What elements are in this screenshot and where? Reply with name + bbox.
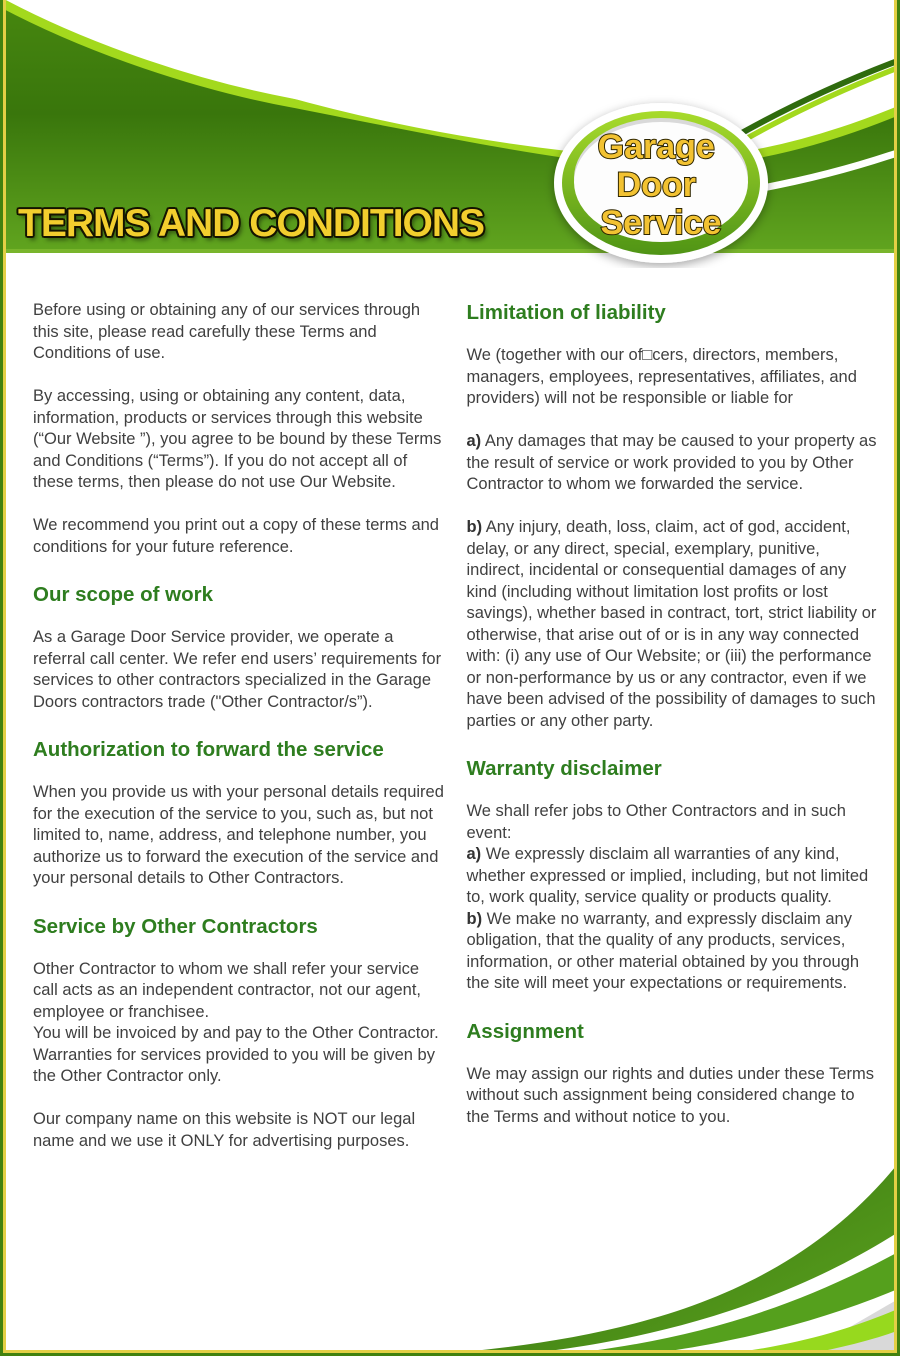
paragraph-intro-3: We recommend you print out a copy of these terms and conditions for your future reference. <box>33 516 439 556</box>
paragraph-company-name: Our company name on this website is NOT our legal name and we use it ONLY for advertising purposes. <box>33 1110 416 1150</box>
garage-door-service-badge <box>554 103 768 263</box>
paragraph-assignment: We may assign our rights and duties under these Terms without such assignment being considered change to the Terms and without notice to you. <box>466 1064 875 1126</box>
list-marker-b: b) <box>466 518 483 536</box>
paragraph-service-2: You will be invoiced by and pay to the Other Contractor. <box>33 1024 439 1042</box>
badge-line-3: Service <box>600 204 722 242</box>
badge-line-1: Garage <box>597 128 715 166</box>
badge-text <box>598 128 725 242</box>
list-text-a2: We expressly disclaim all warranties of any kind, whether expressed or implied, including, but not limited to, work quality, service quality or products quality. <box>466 845 869 906</box>
list-text-b: Any injury, death, loss, claim, act of god, accident, delay, or any direct, special, exemplary, punitive, indirect, incidental or consequential damages of any kind (including without limitation lost profits or lost savings), whether based in contract, tort, strict liability or otherwise, that arise out of or is in any way connected with: (i) any use of Our Website; or (iii) the performance or non-performance by us or any contractor, even if we have been advised of the possibility of damages to such parties or any other party. <box>466 518 877 730</box>
section-heading-assignment: Assignment <box>466 1019 584 1043</box>
paragraph-intro-1: Before using or obtaining any of our services through this site, please read carefully these Terms and Conditions of use. <box>33 301 421 362</box>
paragraph-warranty-b <box>467 909 879 995</box>
right-column <box>467 300 879 1152</box>
paragraph-liability-intro: We (together with our of□cers, directors, members, managers, employees, representatives, affiliates, and providers) will not be responsible or liable for <box>466 346 857 407</box>
band-bottom-strip <box>0 249 900 253</box>
footer-band-dark <box>420 1161 900 1356</box>
list-text-a: Any damages that may be caused to your property as the result of service or work provided to you by Other Contractor to whom we forwarded the service. <box>466 432 877 493</box>
section-heading-service-by-others: Service by Other Contractors <box>33 914 318 938</box>
list-text-b2: We make no warranty, and expressly disclaim any obligation, that the quality of any products, services, information, or other material obtained by you through the site will meet your expectations or requirements. <box>466 909 860 992</box>
paragraph-liability-a <box>467 431 879 496</box>
list-marker-a: a) <box>466 432 482 450</box>
section-heading-liability: Limitation of liability <box>466 301 666 324</box>
section-heading-authorization: Authorization to forward the service <box>33 738 384 761</box>
page-title: TERMS AND CONDITIONS <box>18 202 485 245</box>
paragraph-scope: As a Garage Door Service provider, we operate a referral call center. We refer end users’ requirements for services to other contractors specialized in the Garage Doors contractors trade ("Other Contractor/s”). <box>33 628 442 711</box>
paragraph-intro-2: By accessing, using or obtaining any content, data, information, products or services through this website (“Our Website ”), you agree to be bound by these Terms and Conditions (“Terms”). If you do not accept all of these terms, then please do not use Our Website. <box>33 387 442 491</box>
paragraph-service-1: Other Contractor to whom we shall refer your service call acts as an independent contractor, not our agent, employee or franchisee. <box>33 959 422 1021</box>
footer-swoosh-art <box>0 1126 900 1356</box>
section-heading-warranty: Warranty disclaimer <box>466 757 662 780</box>
paragraph-warranty-a <box>467 844 879 909</box>
paragraph-liability-b <box>467 517 879 732</box>
terms-content <box>33 300 878 1152</box>
paragraph-service-3: Warranties for services provided to you will be given by the Other Contractor only. <box>33 1045 435 1085</box>
left-column <box>33 300 445 1152</box>
section-heading-scope: Our scope of work <box>33 583 213 606</box>
badge-line-2: Door <box>616 166 696 204</box>
list-marker-b2: b) <box>466 909 483 928</box>
paragraph-warranty-intro: We shall refer jobs to Other Contractors and in such event: <box>466 802 846 842</box>
paragraph-authorization: When you provide us with your personal details required for the execution of the service to you, such as, but not limited to, name, address, and telephone number, you authorize us to forward the execution of the service and your personal details to Other Contractors. <box>33 783 444 887</box>
list-marker-a2: a) <box>466 845 482 863</box>
